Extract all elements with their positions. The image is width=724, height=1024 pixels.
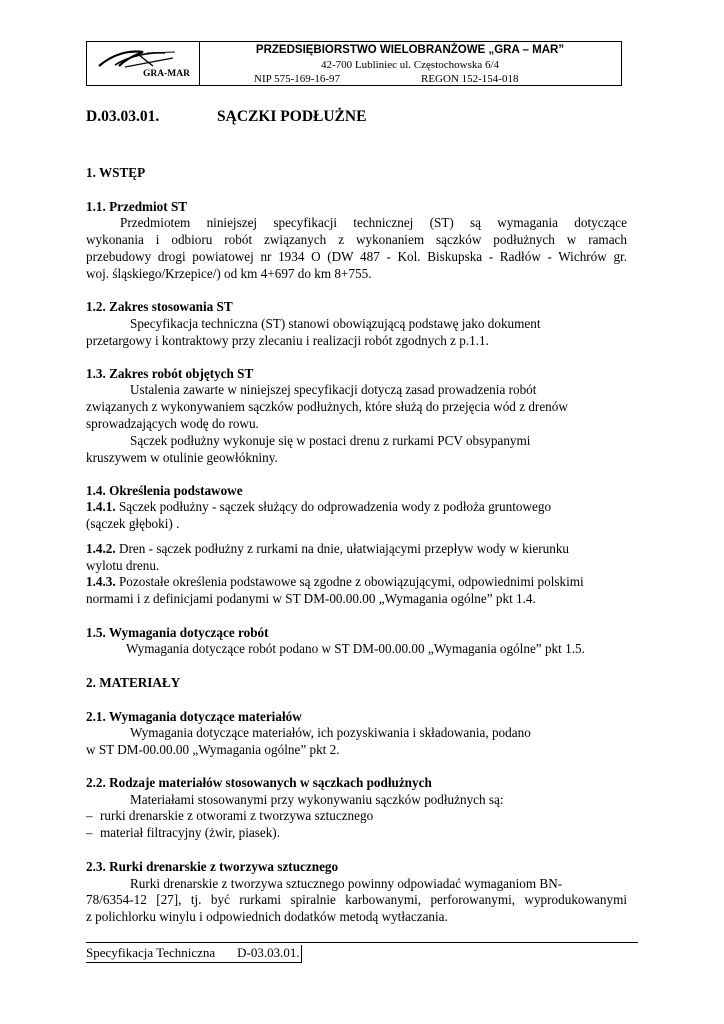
list-item-text: rurki drenarskie z otworami z tworzywa sztucznego (100, 808, 374, 823)
subsection-heading: 2.2. Rodzaje materiałów stosowanych w sączkach podłużnych (86, 775, 432, 790)
definition-text: Dren - sączek podłużny z rurkami na dnie, ułatwiającymi przepływ wody w kierunku (115, 541, 570, 556)
paragraph-line: z polichlorku winylu i odpowiednich dodatków metodą wytłaczania. (86, 909, 448, 924)
company-regon: REGON 152-154-018 (421, 73, 519, 85)
subsection-heading: 1.4. Określenia podstawowe (86, 483, 243, 498)
subsection-heading: 1.1. Przedmiot ST (86, 199, 188, 214)
definition-line (86, 541, 569, 557)
list-item (86, 825, 280, 841)
subsection-heading: 1.5. Wymagania dotyczące robót (86, 625, 269, 640)
paragraph-line: Wymagania dotyczące materiałów, ich pozyskiwania i składowania, podano (130, 725, 531, 740)
letterhead (86, 41, 622, 86)
company-logo-icon (95, 46, 195, 70)
company-address: 42-700 Lubliniec ul. Częstochowska 6/4 (320, 59, 500, 71)
paragraph-line: normami i z definicjami podanymi w ST DM-00.00.00 „Wymagania ogólne” pkt 1.4. (86, 591, 536, 606)
definition-text: Sączek podłużny - sączek służący do odprowadzenia wody z podłoża gruntowego (115, 499, 552, 514)
paragraph-line: Ustalenia zawarte w niniejszej specyfikacji dotyczą zasad prowadzenia robót (130, 382, 537, 397)
paragraph-line: Specyfikacja techniczna (ST) stanowi obowiązującą podstawę jako dokument (130, 316, 541, 331)
footer-code: D-03.03.01. (237, 945, 300, 960)
company-name: PRZEDSIĘBIORSTWO WIELOBRANŻOWE „GRA – MAR” (255, 44, 565, 56)
section-heading: 1. WSTĘP (86, 165, 146, 180)
list-dash: – (86, 825, 93, 840)
paragraph-line: Rurki drenarskie z tworzywa sztucznego powinny odpowiadać wymaganiom BN- (130, 876, 563, 891)
title-code: D.03.03.01. (86, 108, 160, 125)
definition-number: 1.4.3. (86, 574, 116, 589)
subsection-heading: 2.1. Wymagania dotyczące materiałów (86, 709, 302, 724)
paragraph-line: Wymagania dotyczące robót podano w ST DM-00.00.00 „Wymagania ogólne” pkt 1.5. (126, 641, 585, 656)
footer-divider (86, 942, 638, 943)
title-name: SĄCZKI PODŁUŻNE (217, 108, 367, 125)
paragraph-line: Sączek podłużny wykonuje się w postaci drenu z rurkami PCV obsypanymi (130, 433, 531, 448)
company-nip: NIP 575-169-16-97 (254, 73, 341, 85)
paragraph-line: woj. śląskiego/Krzepice/) od km 4+697 do km 8+755. (86, 266, 372, 281)
subsection-heading: 1.2. Zakres stosowania ST (86, 299, 233, 314)
logo-cell (87, 42, 200, 85)
paragraph-line: 78/6354-12 [27], tj. być rurkami spiralnie karbowanymi, perforowanymi, wyprodukowanymi (86, 892, 627, 907)
definition-number: 1.4.1. (86, 499, 116, 514)
definition-text: Pozostałe określenia podstawowe są zgodne z obowiązującymi, odpowiednimi polskimi (115, 574, 584, 589)
definition-line (86, 499, 551, 515)
section-heading: 2. MATERIAŁY (86, 675, 181, 690)
footer-label: Specyfikacja Techniczna (86, 945, 216, 960)
paragraph-line: Materiałami stosowanymi przy wykonywaniu sączków podłużnych są: (130, 792, 504, 807)
page-footer (86, 945, 302, 963)
definition-number: 1.4.2. (86, 541, 116, 556)
paragraph-line: przetargowy i kontraktowy przy zlecaniu i realizacji robót zgodnych z p.1.1. (86, 333, 489, 348)
paragraph-line: kruszywem w otulinie geowłókniny. (86, 450, 278, 465)
definition-line (86, 574, 584, 590)
paragraph-line: (sączek głęboki) . (86, 516, 180, 531)
list-item-text: materiał filtracyjny (żwir, piasek). (100, 825, 280, 840)
paragraph-line: sprowadzających wodę do rowu. (86, 416, 259, 431)
subsection-heading: 2.3. Rurki drenarskie z tworzywa sztucznego (86, 859, 339, 874)
paragraph-line: wylotu drenu. (86, 558, 160, 573)
logo-text: GRA-MAR (143, 69, 190, 79)
paragraph-line: przebudowy drogi powiatowej nr 1934 O (DW 487 - Kol. Biskupska - Radłów - Wichrów gr. (86, 249, 627, 264)
list-dash: – (86, 808, 93, 823)
paragraph-line: związanych z wykonywaniem sączków podłużnych, które służą do przejęcia wód z drenów (86, 399, 568, 414)
list-item (86, 808, 373, 824)
paragraph-line: w ST DM-00.00.00 „Wymagania ogólne” pkt 2. (86, 742, 340, 757)
subsection-heading: 1.3. Zakres robót objętych ST (86, 366, 254, 381)
paragraph-line: wykonania i odbioru robót związanych z wykonaniem sączków podłużnych w ramach (86, 232, 627, 247)
paragraph-line: Przedmiotem niniejszej specyfikacji technicznej (ST) są wymagania dotyczące (120, 215, 627, 230)
